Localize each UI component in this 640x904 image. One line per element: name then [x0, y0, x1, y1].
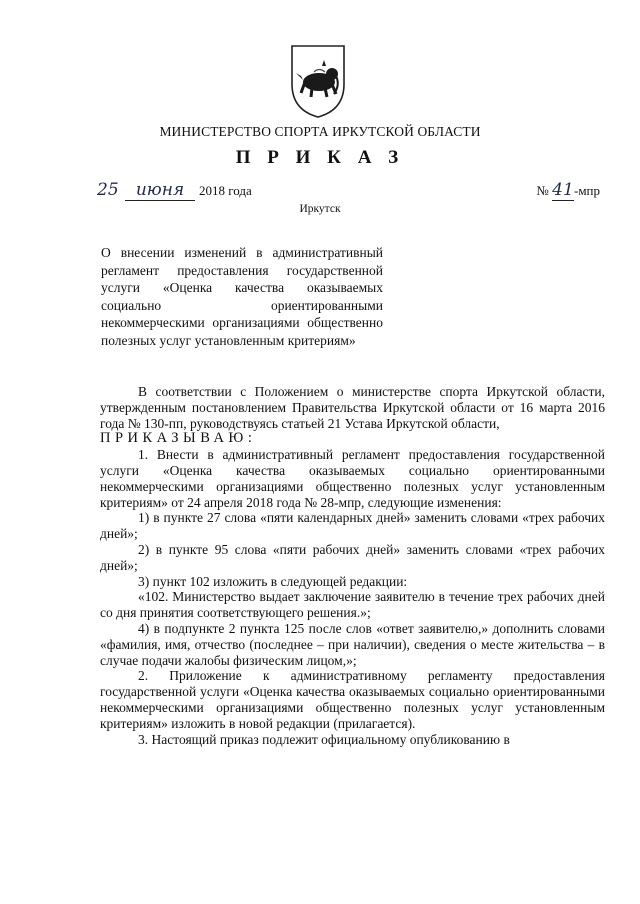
- body-paragraph: 2. Приложение к административному регламенту предоставления государственной услуги «Оценка качества оказываемых социально ориентированными некоммерческими организациями общественно полезных услуг установленным критериям» изложить в новой редакции (прилагается).: [100, 668, 605, 731]
- document-type-title: П Р И К А З: [235, 147, 405, 168]
- city-name: Иркутск: [299, 203, 341, 215]
- number-suffix: -мпр: [573, 183, 600, 198]
- order-subject: О внесении изменений в административный регламент предоставления государственной услуги «Оценка качества оказываемых социально ориентированными некоммерческими организациями общественно полезных услуг установленным критериям»: [101, 245, 383, 348]
- preamble-paragraph: В соответствии с Положением о министерстве спорта Иркутской области, утвержденным постановлением Правительства Иркутской области от 16 марта 2016 года № 130-пп, руководствуясь статьей 21 Устава Иркутской области,: [100, 384, 605, 431]
- handwritten-day: 25: [97, 180, 119, 200]
- order-number: [536, 180, 600, 201]
- handwritten-number: 41: [552, 180, 574, 200]
- coat-of-arms-icon: [286, 40, 350, 120]
- handwritten-month: июня: [125, 180, 195, 201]
- body-paragraph: 1. Внести в административный регламент предоставления государственной услуги «Оценка качества оказываемых социально ориентированными некоммерческими организациями общественно полезных услуг установленным критериям» от 24 апреля 2018 года № 28-мпр, следующие изменения:: [100, 447, 605, 510]
- order-date: [97, 180, 252, 201]
- body-paragraph: «102. Министерство выдает заключение заявителю в течение трех рабочих дней со дня принятия соответствующего решения.»;: [100, 589, 605, 621]
- order-body: [100, 384, 605, 747]
- body-paragraph: 3. Настоящий приказ подлежит официальному опубликованию в: [138, 731, 510, 747]
- body-paragraph: 3) пункт 102 изложить в следующей редакции:: [138, 573, 408, 589]
- body-paragraph: 4) в подпункте 2 пункта 125 после слов «ответ заявителю,» дополнить словами «фамилия, имя, отчество (последнее – при наличии), сведения о месте жительства – в случае подачи жалобы физическим лицом,»;: [100, 620, 605, 668]
- body-paragraph: 1) в пункте 27 слова «пяти календарных дней» заменить словами «трех рабочих дней»;: [100, 510, 605, 542]
- ministry-name: МИНИСТЕРСТВО СПОРТА ИРКУТСКОЙ ОБЛАСТИ: [159, 124, 481, 139]
- order-word: ПРИКАЗЫВАЮ:: [100, 430, 257, 447]
- body-paragraph: 2) в пункте 95 слова «пяти рабочих дней» заменить словами «трех рабочих дней»;: [100, 541, 605, 573]
- number-sign: №: [536, 183, 549, 198]
- date-year: 2018 года: [199, 183, 252, 198]
